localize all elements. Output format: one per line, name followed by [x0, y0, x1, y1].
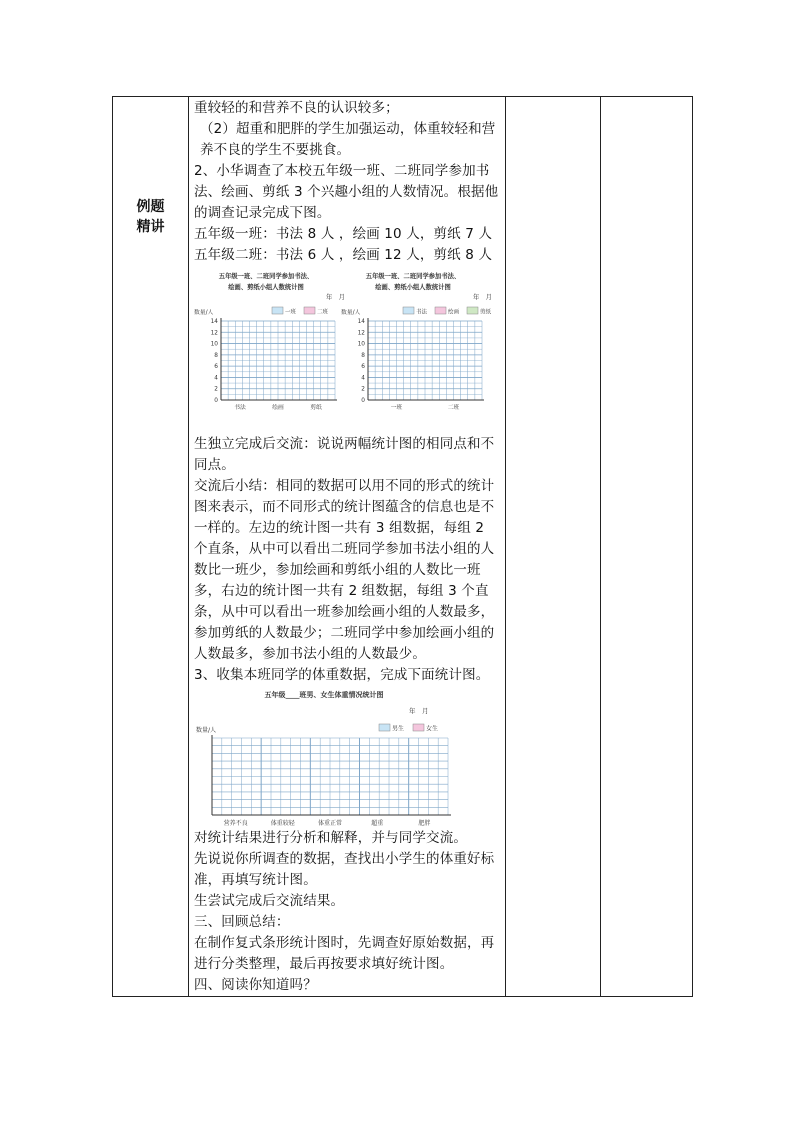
y-tick-label: 2	[361, 386, 365, 393]
legend-label: 剪纸	[480, 309, 492, 316]
weight-chart-figure	[194, 686, 492, 828]
legend-swatch	[272, 307, 283, 314]
section-label: 例题 精讲	[136, 198, 165, 235]
paragraph: 生尝试完成后交流结果。	[194, 893, 345, 909]
y-tick-label: 0	[214, 398, 218, 404]
x-tick-label: 体重较轻	[270, 820, 295, 827]
paragraph: 3、收集本班同学的体重数据，完成下面统计图。	[194, 667, 490, 683]
y-tick-label: 14	[210, 319, 218, 325]
paragraph: 重较轻的和营养不良的认识较多；	[194, 100, 399, 116]
y-axis-label: 数量/人	[194, 310, 214, 316]
chart-right	[341, 271, 492, 411]
content-cell	[189, 97, 506, 997]
chart-date: 年 月	[473, 294, 492, 301]
chart-date: 年 月	[409, 707, 429, 715]
x-tick-label: 超重	[371, 820, 384, 827]
legend-label: 书法	[416, 309, 428, 316]
paragraph: （2）超重和肥胖的学生加强运动，体重较轻和营养不良的学生不要挑食。	[200, 121, 496, 158]
legend-label: 一班	[285, 309, 297, 316]
paragraph: 五年级一班：书法 8 人 ，绘画 10 人，剪纸 7 人	[194, 226, 493, 242]
x-tick-label: 营养不良	[223, 820, 248, 827]
y-tick-label: 10	[357, 341, 365, 348]
x-tick-label: 二班	[447, 405, 460, 411]
y-tick-label: 14	[357, 319, 365, 325]
paragraph: 在制作复式条形统计图时，先调查好原始数据，再进行分类整理，最后再按要求填好统计图。	[194, 935, 495, 972]
y-tick-label: 12	[210, 330, 218, 337]
paragraph: 2、小华调查了本校五年级一班、二班同学参加书法、绘画、剪纸 3 个兴趣小组的人数情况。根据他的调查记录完成下图。	[194, 163, 499, 221]
y-tick-label: 8	[361, 352, 365, 359]
chart-title: 五年级一班、二班同学参加书法、	[218, 273, 314, 280]
paragraph: 五年级二班：书法 6 人 ，绘画 12 人，剪纸 8 人	[194, 247, 493, 263]
legend-label: 女生	[426, 725, 439, 733]
legend-swatch	[413, 724, 424, 731]
legend-label: 绘画	[448, 309, 460, 316]
paragraph: 对统计结果进行分析和解释，并与同学交流。	[194, 830, 467, 846]
x-tick-label: 一班	[390, 405, 403, 411]
y-tick-label: 6	[361, 364, 365, 371]
paragraph: 三、回顾总结：	[194, 914, 290, 930]
legend-swatch	[403, 307, 414, 314]
notes-cell-1	[506, 97, 601, 997]
x-tick-label: 肥胖	[418, 820, 431, 827]
chart-title: 绘画、剪纸小组人数统计图	[375, 284, 451, 291]
section-label-cell	[113, 97, 189, 997]
legend-swatch	[467, 307, 478, 314]
chart-title: 五年级一班、二班同学参加书法、	[365, 273, 461, 280]
legend-swatch	[379, 724, 390, 731]
x-tick-label: 剪纸	[310, 405, 322, 411]
paragraph: 四、阅读你知道吗？	[194, 977, 317, 993]
lesson-table	[112, 96, 693, 997]
y-tick-label: 2	[214, 386, 218, 393]
y-tick-label: 8	[214, 352, 218, 359]
y-axis-label: 数量/人	[341, 310, 361, 316]
y-tick-label: 6	[214, 364, 218, 371]
y-tick-label: 4	[361, 375, 365, 382]
legend-swatch	[435, 307, 446, 314]
chart-title: 绘画、剪纸小组人数统计图	[228, 284, 304, 291]
y-axis-label: 数量/人	[196, 727, 217, 734]
chart-weight	[196, 690, 451, 827]
y-tick-label: 10	[210, 341, 218, 348]
class-charts-figure	[194, 266, 492, 434]
x-tick-label: 书法	[234, 405, 246, 411]
legend-swatch	[304, 307, 315, 314]
y-tick-label: 12	[357, 330, 365, 337]
y-tick-label: 4	[214, 375, 218, 382]
x-tick-label: 绘画	[272, 405, 284, 411]
y-tick-label: 0	[361, 398, 365, 404]
x-tick-label: 体重正常	[317, 820, 343, 827]
legend-label: 二班	[317, 309, 329, 316]
paragraph: 生独立完成后交流：说说两幅统计图的相同点和不同点。	[194, 436, 495, 473]
chart-left	[194, 271, 345, 411]
notes-cell-2	[601, 97, 693, 997]
paragraph: 交流后小结：相同的数据可以用不同的形式的统计图来表示，而不同形式的统计图蕴含的信息也是不一样的。左边的统计图一共有 3 组数据，每组 2 个直条，从中可以看出二班同学参加书法小组的人数比一班少，参加绘画和剪纸小组的人数比一班多，右边的统计图一共有 2 组数据，每组 3 个直条，从中可以看出一班参加绘画小组的人数最多，参加剪纸的人数最少；二班同学中参加绘画小组的人数最多，参加书法小组的人数最少。	[194, 478, 495, 662]
legend-label: 男生	[392, 725, 405, 733]
chart-title: 五年级____班男、女生体重情况统计图	[264, 691, 384, 699]
chart-date: 年 月	[326, 294, 345, 301]
paragraph: 先说说你所调查的数据，查找出小学生的体重好标准，再填写统计图。	[194, 851, 495, 888]
